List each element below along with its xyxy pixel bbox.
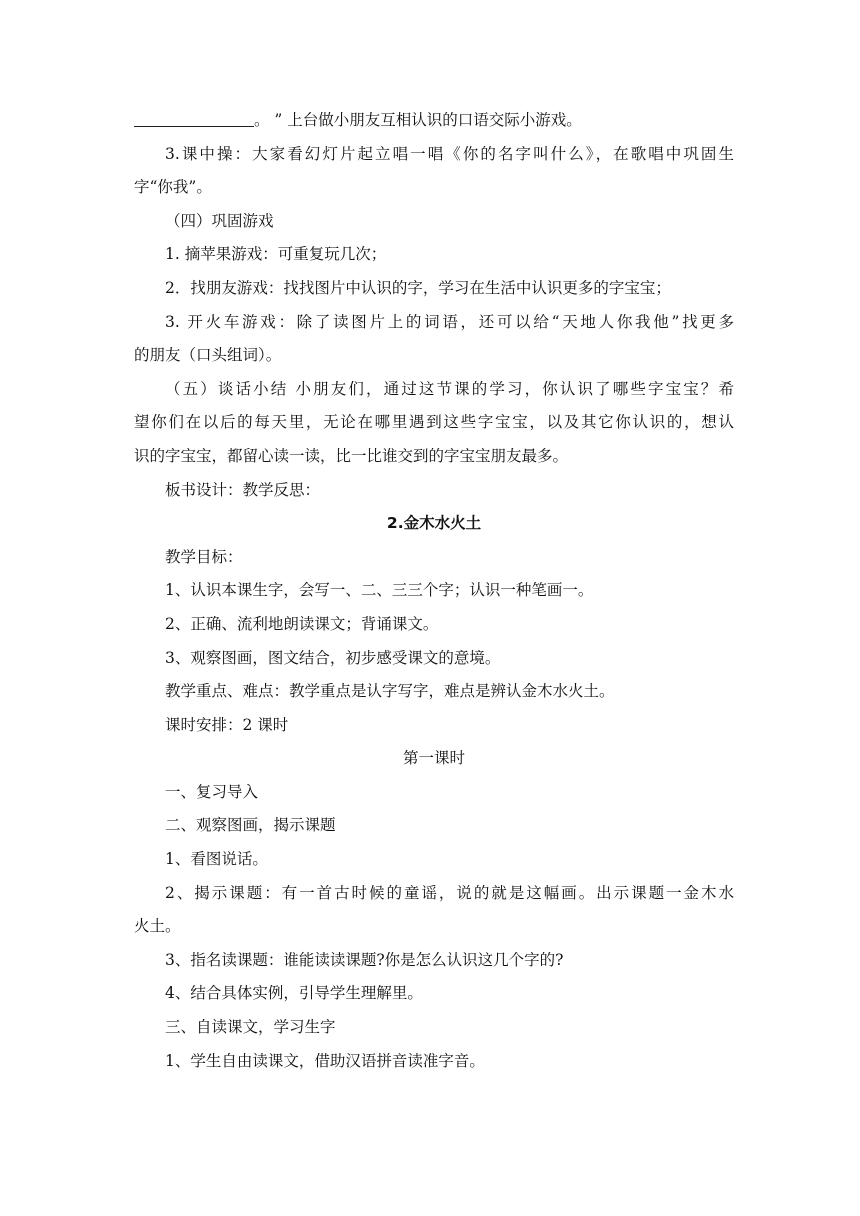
section-heading: 三、自读课文，学习生字 xyxy=(165,1018,336,1037)
section-heading: 二、观察图画，揭示课题 xyxy=(165,816,336,835)
paragraph-line: 3. 开火车游戏：除了读图片上的词语，还可以给“天地人你我他”找更多 xyxy=(165,312,734,331)
paragraph-line: 3、指名读课题：谁能读读课题?你是怎么认识这几个字的? xyxy=(165,950,564,969)
paragraph-line: 1. 摘苹果游戏：可重复玩几次； xyxy=(165,245,387,264)
paragraph-line: 字“你我”。 xyxy=(134,178,212,197)
paragraph-line: 1、学生自由读课文，借助汉语拼音读准字音。 xyxy=(165,1051,485,1070)
section-heading: 一、复习导入 xyxy=(165,782,259,801)
paragraph-line: 。 ” 上台做小朋友互相认识的口语交际小游戏。 xyxy=(134,104,734,138)
paragraph-line: 板书设计：教学反思： xyxy=(165,480,321,499)
paragraph-line: 3.课中操：大家看幻灯片起立唱一唱《你的名字叫什么》，在歌唱中巩固生 xyxy=(165,144,734,163)
paragraph-line: 教学重点、难点：教学重点是认字写字，难点是辨认金木水火土。 xyxy=(165,682,615,701)
section-heading: （四）巩固游戏 xyxy=(165,211,274,230)
paragraph-line: 1、认识本课生字，会写一、二、三三个字；认识一种笔画一。 xyxy=(165,581,594,600)
session-heading: 第一课时 xyxy=(402,749,465,768)
paragraph-line: 4、结合具体实例，引导学生理解里。 xyxy=(165,984,423,1003)
paragraph-line: 课时安排：2 课时 xyxy=(165,715,289,734)
paragraph-line: 火土。 xyxy=(134,917,181,936)
paragraph-line: 2．找朋友游戏：找找图片中认识的字，学习在生活中认识更多的字宝宝； xyxy=(165,278,671,297)
paragraph-line: 教学目标： xyxy=(165,547,243,566)
paragraph-line: 2、正确、流利地朗读课文；背诵课文。 xyxy=(165,614,439,633)
paragraph-line: 2、揭示课题：有一首古时候的童谣，说的就是这幅画。出示课题一金木水 xyxy=(165,883,734,902)
fill-in-blank xyxy=(134,108,254,127)
paragraph-line: 3、观察图画，图文结合，初步感受课文的意境。 xyxy=(165,648,501,667)
lesson-title: 2.金木水火土 xyxy=(386,514,482,533)
paragraph-line: （五）谈话小结 小朋友们，通过这节课的学习，你认识了哪些字宝宝？希 xyxy=(165,379,734,398)
paragraph-line: 识的字宝宝，都留心读一读，比一比谁交到的字宝宝朋友最多。 xyxy=(134,446,569,465)
paragraph-line: 1、看图说话。 xyxy=(165,850,268,869)
paragraph-line: 望你们在以后的每天里，无论在哪里遇到这些字宝宝，以及其它你认识的，想认 xyxy=(134,413,734,432)
paragraph-line: 的朋友（口头组词）。 xyxy=(134,346,282,365)
document-body xyxy=(134,104,734,1078)
